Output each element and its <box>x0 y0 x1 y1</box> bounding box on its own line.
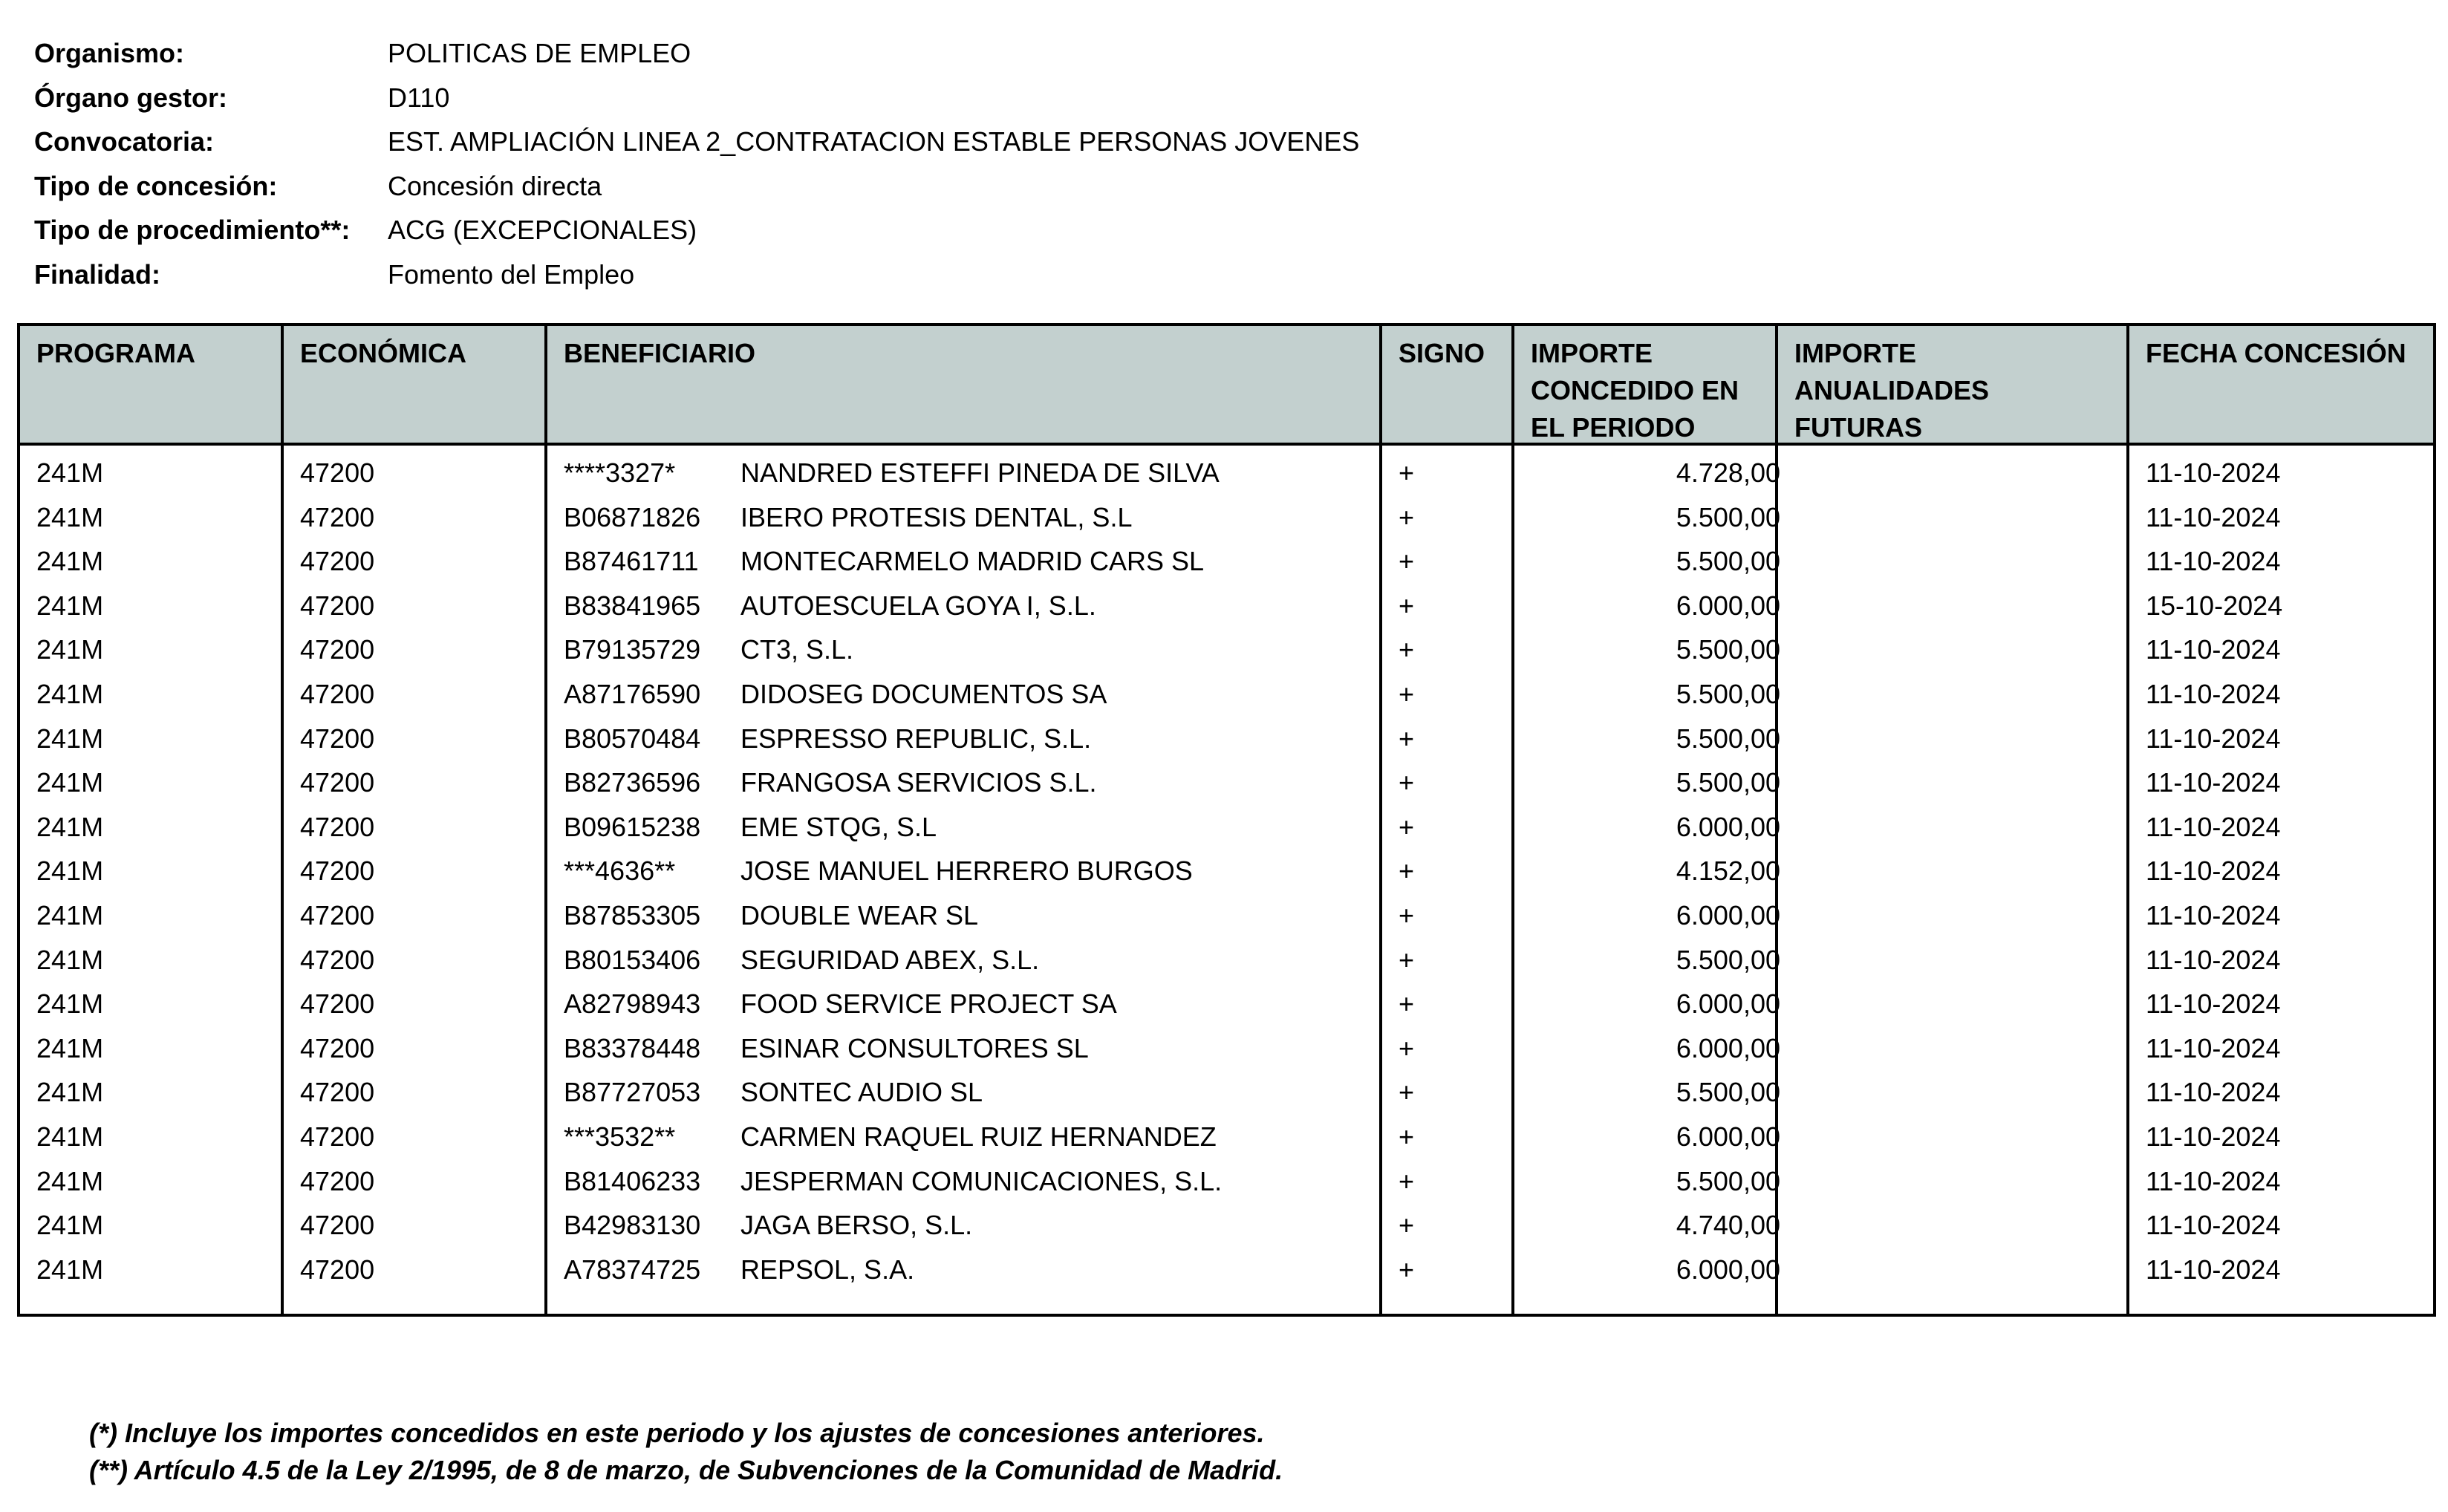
cell-importe: 6.000,00 <box>1676 590 1780 621</box>
meta-label: Organismo: <box>34 38 185 68</box>
cell-importe: 5.500,00 <box>1676 546 1780 577</box>
cell-programa: 241M <box>36 1254 104 1285</box>
cell-economica: 47200 <box>300 1254 375 1285</box>
cell-programa: 241M <box>36 546 104 577</box>
meta-row-convocatoria <box>34 120 1359 164</box>
cell-economica: 47200 <box>300 678 375 709</box>
cell-nif: ***4636** <box>564 856 676 887</box>
cell-nombre: EME STQG, S.L <box>740 811 937 842</box>
table-row <box>20 1115 2433 1159</box>
cell-signo: + <box>1399 811 1415 842</box>
cell-signo: + <box>1399 856 1415 887</box>
cell-fecha: 11-10-2024 <box>2146 856 2281 887</box>
cell-nif: A78374725 <box>564 1254 701 1285</box>
cell-nif: B80153406 <box>564 944 701 975</box>
cell-nombre: FOOD SERVICE PROJECT SA <box>740 988 1117 1020</box>
cell-nif: B06871826 <box>564 501 701 532</box>
footnote: (*) Incluye los importes concedidos en este periodo y los ajustes de concesiones anteriores. <box>89 1418 1265 1448</box>
cell-signo: + <box>1399 1210 1415 1241</box>
cell-nif: B80570484 <box>564 723 701 754</box>
cell-fecha: 11-10-2024 <box>2146 899 2281 931</box>
cell-importe: 4.728,00 <box>1676 457 1780 488</box>
table-row <box>20 628 2433 672</box>
cell-importe: 5.500,00 <box>1676 678 1780 709</box>
cell-economica: 47200 <box>300 944 375 975</box>
cell-nombre: JOSE MANUEL HERRERO BURGOS <box>740 856 1193 887</box>
cell-economica: 47200 <box>300 1077 375 1108</box>
cell-economica: 47200 <box>300 634 375 665</box>
cell-signo: + <box>1399 1032 1415 1063</box>
cell-importe: 6.000,00 <box>1676 899 1780 931</box>
cell-economica: 47200 <box>300 767 375 798</box>
cell-programa: 241M <box>36 1165 104 1196</box>
cell-programa: 241M <box>36 590 104 621</box>
meta-label: Convocatoria: <box>34 126 215 157</box>
cell-programa: 241M <box>36 678 104 709</box>
cell-economica: 47200 <box>300 590 375 621</box>
cell-importe: 6.000,00 <box>1676 988 1780 1020</box>
cell-programa: 241M <box>36 899 104 931</box>
header-line: EL PERIODO <box>1531 412 1696 443</box>
cell-nombre: ESINAR CONSULTORES SL <box>740 1032 1089 1063</box>
cell-signo: + <box>1399 723 1415 754</box>
table-body <box>20 451 2433 1291</box>
cell-economica: 47200 <box>300 811 375 842</box>
cell-economica: 47200 <box>300 501 375 532</box>
cell-programa: 241M <box>36 723 104 754</box>
table-row <box>20 1248 2433 1292</box>
cell-importe: 4.740,00 <box>1676 1210 1780 1241</box>
cell-fecha: 11-10-2024 <box>2146 988 2281 1020</box>
meta-value: D110 <box>388 82 450 113</box>
table-row <box>20 849 2433 893</box>
cell-signo: + <box>1399 1121 1415 1152</box>
cell-programa: 241M <box>36 856 104 887</box>
header-line: ANUALIDADES <box>1794 375 1990 405</box>
table-row <box>20 672 2433 717</box>
cell-nombre: MONTECARMELO MADRID CARS SL <box>740 546 1205 577</box>
cell-programa: 241M <box>36 811 104 842</box>
cell-signo: + <box>1399 678 1415 709</box>
cell-fecha: 11-10-2024 <box>2146 1254 2281 1285</box>
cell-signo: + <box>1399 457 1415 488</box>
meta-row-tipo-concesion <box>34 164 1359 209</box>
cell-economica: 47200 <box>300 1121 375 1152</box>
cell-importe: 5.500,00 <box>1676 501 1780 532</box>
table-row <box>20 495 2433 540</box>
cell-fecha: 11-10-2024 <box>2146 1121 2281 1152</box>
cell-fecha: 11-10-2024 <box>2146 811 2281 842</box>
cell-signo: + <box>1399 899 1415 931</box>
meta-row-organismo <box>34 31 1359 76</box>
header-fecha-concesion: FECHA CONCESIÓN <box>2146 338 2406 368</box>
table-row <box>20 893 2433 938</box>
cell-nombre: DOUBLE WEAR SL <box>740 899 979 931</box>
footnote: (**) Artículo 4.5 de la Ley 2/1995, de 8 de marzo, de Subvenciones de la Comunidad de Madrid. <box>89 1455 1283 1485</box>
cell-nombre: ESPRESSO REPUBLIC, S.L. <box>740 723 1092 754</box>
meta-value: Concesión directa <box>388 170 602 201</box>
header-programa: PROGRAMA <box>36 338 195 368</box>
cell-importe: 6.000,00 <box>1676 1254 1780 1285</box>
cell-nombre: CARMEN RAQUEL RUIZ HERNANDEZ <box>740 1121 1217 1152</box>
cell-nif: B42983130 <box>564 1210 701 1241</box>
header-economica: ECONÓMICA <box>300 338 466 368</box>
table-row <box>20 717 2433 761</box>
cell-programa: 241M <box>36 1210 104 1241</box>
cell-nif: B87461711 <box>564 546 699 577</box>
cell-programa: 241M <box>36 944 104 975</box>
cell-fecha: 11-10-2024 <box>2146 501 2281 532</box>
cell-programa: 241M <box>36 1121 104 1152</box>
cell-signo: + <box>1399 1254 1415 1285</box>
cell-nif: B83841965 <box>564 590 701 621</box>
cell-signo: + <box>1399 1165 1415 1196</box>
table-row <box>20 1159 2433 1204</box>
header-beneficiario: BENEFICIARIO <box>564 338 756 368</box>
cell-economica: 47200 <box>300 1032 375 1063</box>
cell-importe: 6.000,00 <box>1676 1032 1780 1063</box>
cell-importe: 5.500,00 <box>1676 767 1780 798</box>
table-row <box>20 805 2433 850</box>
table-row <box>20 760 2433 805</box>
cell-importe: 6.000,00 <box>1676 1121 1780 1152</box>
footnotes <box>89 1415 1283 1489</box>
cell-nombre: REPSOL, S.A. <box>740 1254 915 1285</box>
cell-nif: B09615238 <box>564 811 701 842</box>
cell-fecha: 11-10-2024 <box>2146 1077 2281 1108</box>
cell-nombre: NANDRED ESTEFFI PINEDA DE SILVA <box>740 457 1220 488</box>
cell-economica: 47200 <box>300 1210 375 1241</box>
meta-row-finalidad <box>34 252 1359 297</box>
cell-importe: 5.500,00 <box>1676 634 1780 665</box>
meta-row-tipo-procedimiento <box>34 208 1359 252</box>
cell-fecha: 11-10-2024 <box>2146 457 2281 488</box>
cell-economica: 47200 <box>300 457 375 488</box>
meta-label: Tipo de concesión: <box>34 170 278 201</box>
cell-fecha: 11-10-2024 <box>2146 1032 2281 1063</box>
cell-fecha: 11-10-2024 <box>2146 944 2281 975</box>
cell-nif: B81406233 <box>564 1165 701 1196</box>
cell-signo: + <box>1399 767 1415 798</box>
cell-nombre: JAGA BERSO, S.L. <box>740 1210 973 1241</box>
cell-fecha: 15-10-2024 <box>2146 590 2283 621</box>
cell-nombre: IBERO PROTESIS DENTAL, S.L <box>740 501 1133 532</box>
metadata-block <box>34 31 1359 296</box>
cell-nombre: CT3, S.L. <box>740 634 854 665</box>
table-row <box>20 1026 2433 1071</box>
cell-programa: 241M <box>36 1032 104 1063</box>
meta-row-organo-gestor <box>34 76 1359 120</box>
cell-fecha: 11-10-2024 <box>2146 1210 2281 1241</box>
cell-nombre: AUTOESCUELA GOYA I, S.L. <box>740 590 1096 621</box>
meta-label: Finalidad: <box>34 258 160 290</box>
table-row <box>20 982 2433 1026</box>
cell-nif: B79135729 <box>564 634 701 665</box>
cell-economica: 47200 <box>300 1165 375 1196</box>
cell-signo: + <box>1399 988 1415 1020</box>
cell-nombre: DIDOSEG DOCUMENTOS SA <box>740 678 1107 709</box>
cell-fecha: 11-10-2024 <box>2146 634 2281 665</box>
cell-economica: 47200 <box>300 899 375 931</box>
header-importe-anualidades <box>1794 335 1989 446</box>
cell-nif: B87853305 <box>564 899 701 931</box>
cell-importe: 5.500,00 <box>1676 723 1780 754</box>
cell-economica: 47200 <box>300 723 375 754</box>
cell-signo: + <box>1399 501 1415 532</box>
cell-nombre: FRANGOSA SERVICIOS S.L. <box>740 767 1097 798</box>
cell-signo: + <box>1399 590 1415 621</box>
header-line: CONCEDIDO EN <box>1531 375 1739 405</box>
table-row <box>20 584 2433 628</box>
cell-fecha: 11-10-2024 <box>2146 678 2281 709</box>
header-line: FUTURAS <box>1794 412 1922 443</box>
table-row <box>20 539 2433 584</box>
cell-nif: B83378448 <box>564 1032 701 1063</box>
table-row <box>20 1203 2433 1248</box>
grants-table <box>17 323 2436 1317</box>
cell-signo: + <box>1399 546 1415 577</box>
cell-importe: 5.500,00 <box>1676 944 1780 975</box>
cell-programa: 241M <box>36 457 104 488</box>
meta-value: Fomento del Empleo <box>388 258 635 290</box>
cell-economica: 47200 <box>300 856 375 887</box>
meta-value: ACG (EXCEPCIONALES) <box>388 215 697 245</box>
cell-fecha: 11-10-2024 <box>2146 546 2281 577</box>
meta-label: Órgano gestor: <box>34 82 228 113</box>
cell-importe: 5.500,00 <box>1676 1165 1780 1196</box>
cell-programa: 241M <box>36 988 104 1020</box>
header-importe-concedido <box>1531 335 1739 446</box>
cell-nif: A82798943 <box>564 988 701 1020</box>
cell-nif: ***3532** <box>564 1121 676 1152</box>
cell-nif: A87176590 <box>564 678 701 709</box>
header-signo: SIGNO <box>1399 338 1485 368</box>
table-row <box>20 451 2433 495</box>
cell-signo: + <box>1399 634 1415 665</box>
cell-importe: 6.000,00 <box>1676 811 1780 842</box>
meta-value: POLITICAS DE EMPLEO <box>388 38 691 68</box>
cell-fecha: 11-10-2024 <box>2146 723 2281 754</box>
cell-importe: 5.500,00 <box>1676 1077 1780 1108</box>
meta-value: EST. AMPLIACIÓN LINEA 2_CONTRATACION ESTABLE PERSONAS JOVENES <box>388 126 1360 157</box>
cell-nombre: JESPERMAN COMUNICACIONES, S.L. <box>740 1165 1223 1196</box>
cell-fecha: 11-10-2024 <box>2146 767 2281 798</box>
cell-fecha: 11-10-2024 <box>2146 1165 2281 1196</box>
header-line: IMPORTE <box>1794 338 1917 368</box>
cell-programa: 241M <box>36 634 104 665</box>
cell-programa: 241M <box>36 1077 104 1108</box>
cell-nombre: SONTEC AUDIO SL <box>740 1077 983 1108</box>
cell-importe: 4.152,00 <box>1676 856 1780 887</box>
cell-nombre: SEGURIDAD ABEX, S.L. <box>740 944 1040 975</box>
table-row <box>20 1070 2433 1115</box>
cell-programa: 241M <box>36 767 104 798</box>
table-row <box>20 938 2433 983</box>
cell-nif: B82736596 <box>564 767 701 798</box>
header-line: IMPORTE <box>1531 338 1653 368</box>
cell-economica: 47200 <box>300 546 375 577</box>
cell-programa: 241M <box>36 501 104 532</box>
cell-nif: ****3327* <box>564 457 676 488</box>
cell-signo: + <box>1399 1077 1415 1108</box>
cell-signo: + <box>1399 944 1415 975</box>
cell-economica: 47200 <box>300 988 375 1020</box>
meta-label: Tipo de procedimiento**: <box>34 215 351 245</box>
cell-nif: B87727053 <box>564 1077 701 1108</box>
